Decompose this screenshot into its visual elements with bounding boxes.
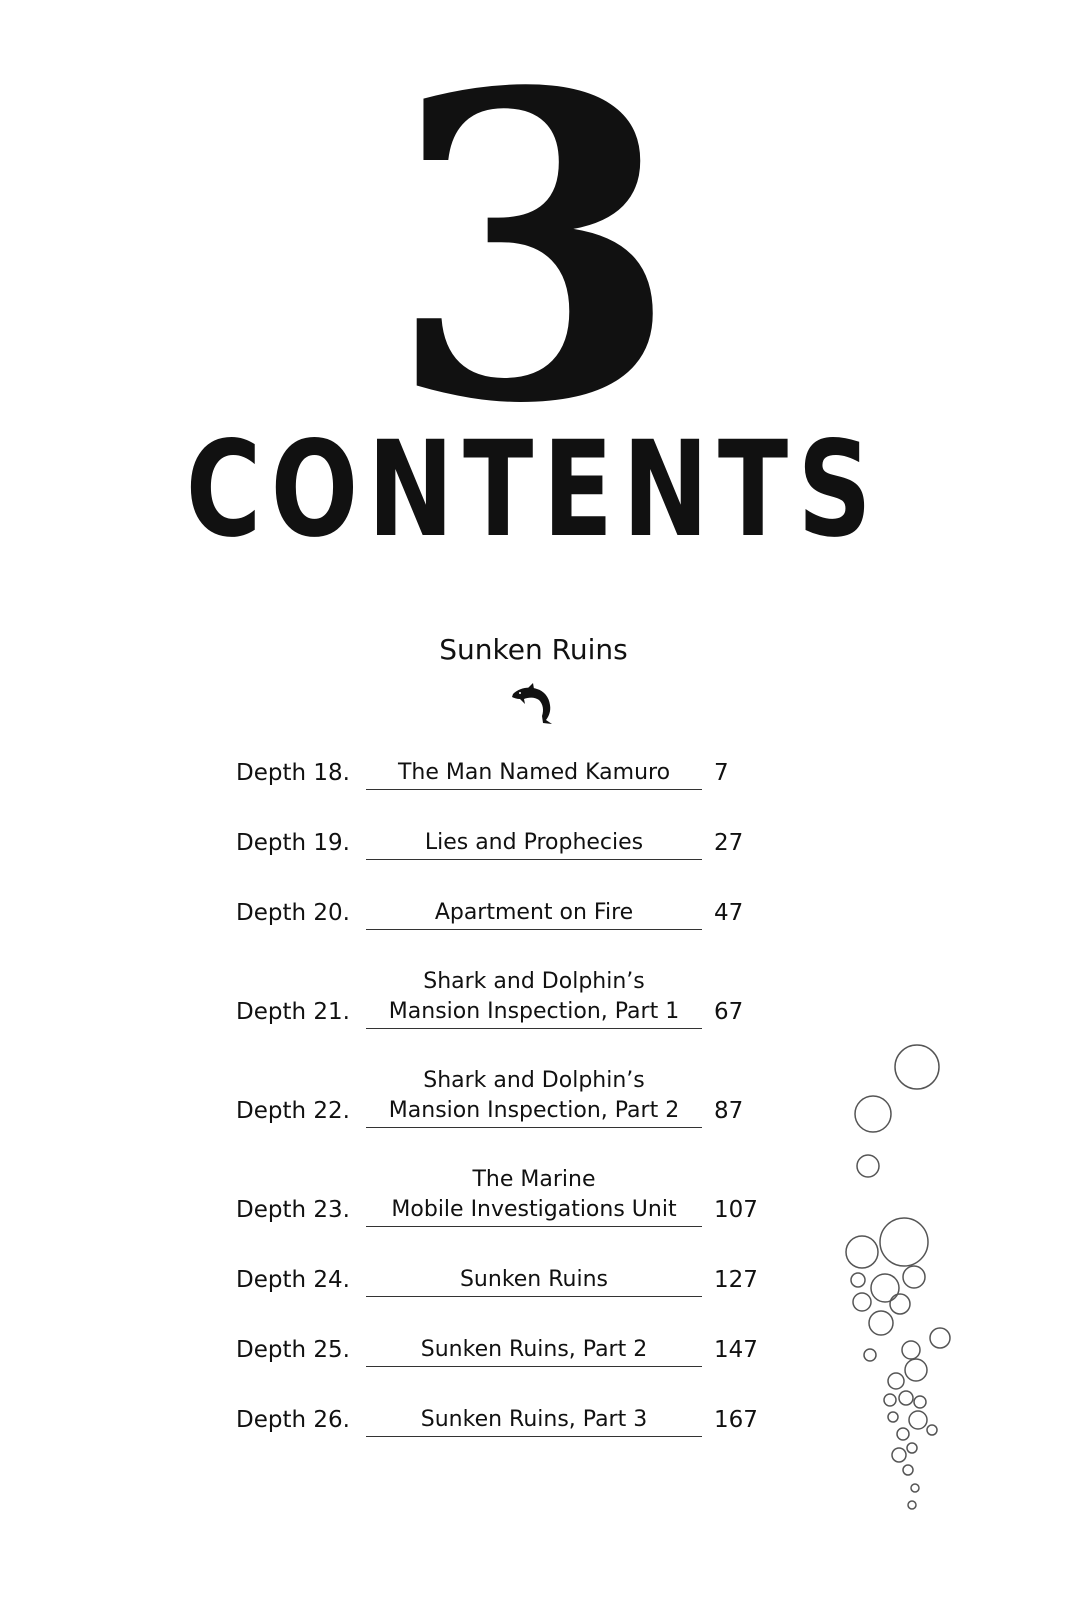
toc-depth-label: Depth 19. bbox=[236, 830, 350, 856]
toc-title-line: Apartment on Fire bbox=[434, 900, 634, 925]
dolphin-icon bbox=[511, 680, 557, 726]
toc-title-line: Sunken Ruins, Part 2 bbox=[420, 1337, 648, 1362]
toc-rule bbox=[366, 1127, 702, 1128]
toc-rule bbox=[366, 1028, 702, 1029]
volume-number: 3 bbox=[387, 3, 680, 496]
toc-rule bbox=[366, 1226, 702, 1227]
toc-title-line: Sunken Ruins bbox=[459, 1267, 609, 1292]
toc-depth-label: Depth 21. bbox=[236, 999, 350, 1025]
toc-rule bbox=[366, 1436, 702, 1437]
page-title: CONTENTS bbox=[185, 413, 882, 567]
toc-title-line: Shark and Dolphin’s bbox=[423, 969, 645, 994]
toc-depth-label: Depth 26. bbox=[236, 1407, 350, 1433]
toc-depth-label: Depth 22. bbox=[236, 1098, 350, 1124]
toc-title-line: Shark and Dolphin’s bbox=[423, 1068, 645, 1093]
toc-page-number: 107 bbox=[714, 1197, 758, 1223]
toc-title-line: Mansion Inspection, Part 1 bbox=[388, 999, 680, 1024]
toc-page-number: 87 bbox=[714, 1098, 744, 1124]
toc-title-line: Sunken Ruins, Part 3 bbox=[420, 1407, 648, 1432]
toc-page-number: 47 bbox=[714, 900, 744, 926]
toc-page-number: 147 bbox=[714, 1337, 758, 1363]
toc-depth-label: Depth 25. bbox=[236, 1337, 350, 1363]
toc-page-number: 127 bbox=[714, 1267, 758, 1293]
toc-depth-label: Depth 20. bbox=[236, 900, 350, 926]
toc-rule bbox=[366, 929, 702, 930]
toc-rule bbox=[366, 859, 702, 860]
toc-page-number: 167 bbox=[714, 1407, 758, 1433]
toc-page-number: 27 bbox=[714, 830, 744, 856]
toc-rule bbox=[366, 789, 702, 790]
toc-depth-label: Depth 24. bbox=[236, 1267, 350, 1293]
toc-title-line: Mansion Inspection, Part 2 bbox=[388, 1098, 680, 1123]
toc-rule bbox=[366, 1296, 702, 1297]
toc-title-line: The Man Named Kamuro bbox=[397, 760, 671, 785]
toc-title-line: The Marine bbox=[472, 1167, 596, 1192]
toc-depth-label: Depth 23. bbox=[236, 1197, 350, 1223]
toc-title-line: Lies and Prophecies bbox=[424, 830, 644, 855]
toc-rule bbox=[366, 1366, 702, 1367]
toc-page-number: 7 bbox=[714, 760, 729, 786]
toc-title-line: Mobile Investigations Unit bbox=[391, 1197, 677, 1222]
toc-depth-label: Depth 18. bbox=[236, 760, 350, 786]
arc-title: Sunken Ruins bbox=[439, 633, 628, 666]
bubbles-icon bbox=[840, 1040, 980, 1540]
toc-page-number: 67 bbox=[714, 999, 744, 1025]
